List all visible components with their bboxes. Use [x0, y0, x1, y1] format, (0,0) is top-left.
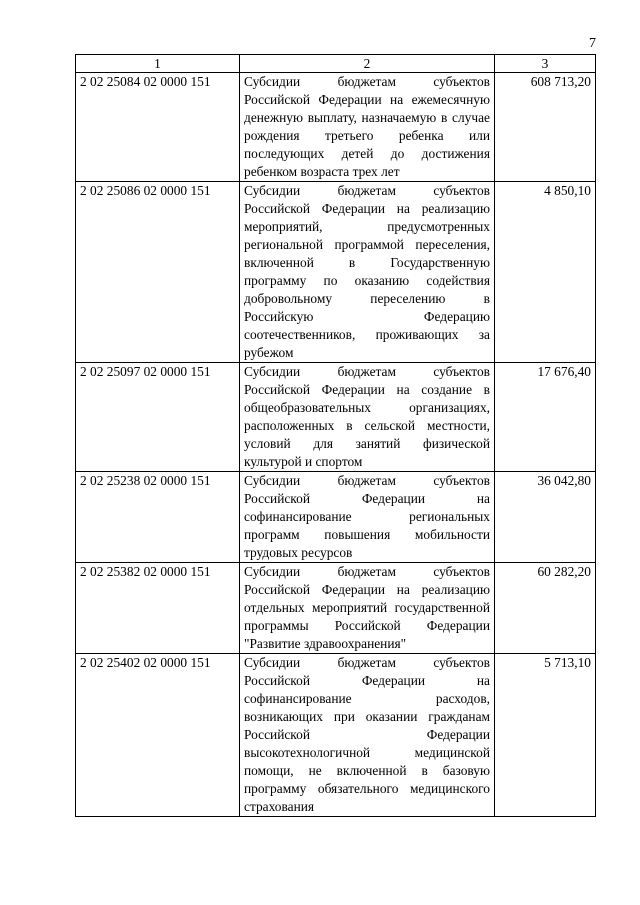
column-header-description: 2: [240, 55, 495, 73]
budget-amount: 5 713,10: [495, 654, 596, 817]
budget-code: 2 02 25238 02 0000 151: [76, 472, 240, 563]
table-row: [76, 363, 596, 472]
budget-code: 2 02 25382 02 0000 151: [76, 563, 240, 654]
budget-description: Субсидии бюджетам субъектов Российской Федерации на создание в общеобразовательных организациях, расположенных в сельской местности, условий для занятий физической культурой и спортом: [240, 363, 495, 472]
budget-description: Субсидии бюджетам субъектов Российской Федерации на софинансирование расходов, возникающих при оказании гражданам Российской Федерации высокотехнологичной медицинской помощи, не включенной в базовую программу обязательного медицинского страхования: [240, 654, 495, 817]
budget-description: Субсидии бюджетам субъектов Российской Федерации на софинансирование региональных программ повышения мобильности трудовых ресурсов: [240, 472, 495, 563]
column-header-code: 1: [76, 55, 240, 73]
budget-code: 2 02 25086 02 0000 151: [76, 182, 240, 363]
budget-code: 2 02 25097 02 0000 151: [76, 363, 240, 472]
table-row: [76, 654, 596, 817]
budget-description: Субсидии бюджетам субъектов Российской Федерации на реализацию мероприятий, предусмотренных региональной программой переселения, включенной в Государственную программу по оказанию содействия добровольному переселению в Российскую Федерацию соотечественников, проживающих за рубежом: [240, 182, 495, 363]
budget-amount: 60 282,20: [495, 563, 596, 654]
column-header-amount: 3: [495, 55, 596, 73]
table-row: [76, 472, 596, 563]
budget-amount: 4 850,10: [495, 182, 596, 363]
table-row: [76, 182, 596, 363]
table-row: [76, 73, 596, 182]
budget-amount: 608 713,20: [495, 73, 596, 182]
page-number: 7: [589, 36, 596, 51]
table-header-row: [76, 55, 596, 73]
table-row: [76, 563, 596, 654]
budget-code: 2 02 25084 02 0000 151: [76, 73, 240, 182]
budget-revenue-table: [75, 54, 596, 817]
budget-description: Субсидии бюджетам субъектов Российской Федерации на ежемесячную денежную выплату, назначаемую в случае рождения третьего ребенка или последующих детей до достижения ребенком возраста трех лет: [240, 73, 495, 182]
budget-description: Субсидии бюджетам субъектов Российской Федерации на реализацию отдельных мероприятий государственной программы Российской Федерации "Развитие здравоохранения": [240, 563, 495, 654]
budget-amount: 36 042,80: [495, 472, 596, 563]
budget-code: 2 02 25402 02 0000 151: [76, 654, 240, 817]
budget-amount: 17 676,40: [495, 363, 596, 472]
